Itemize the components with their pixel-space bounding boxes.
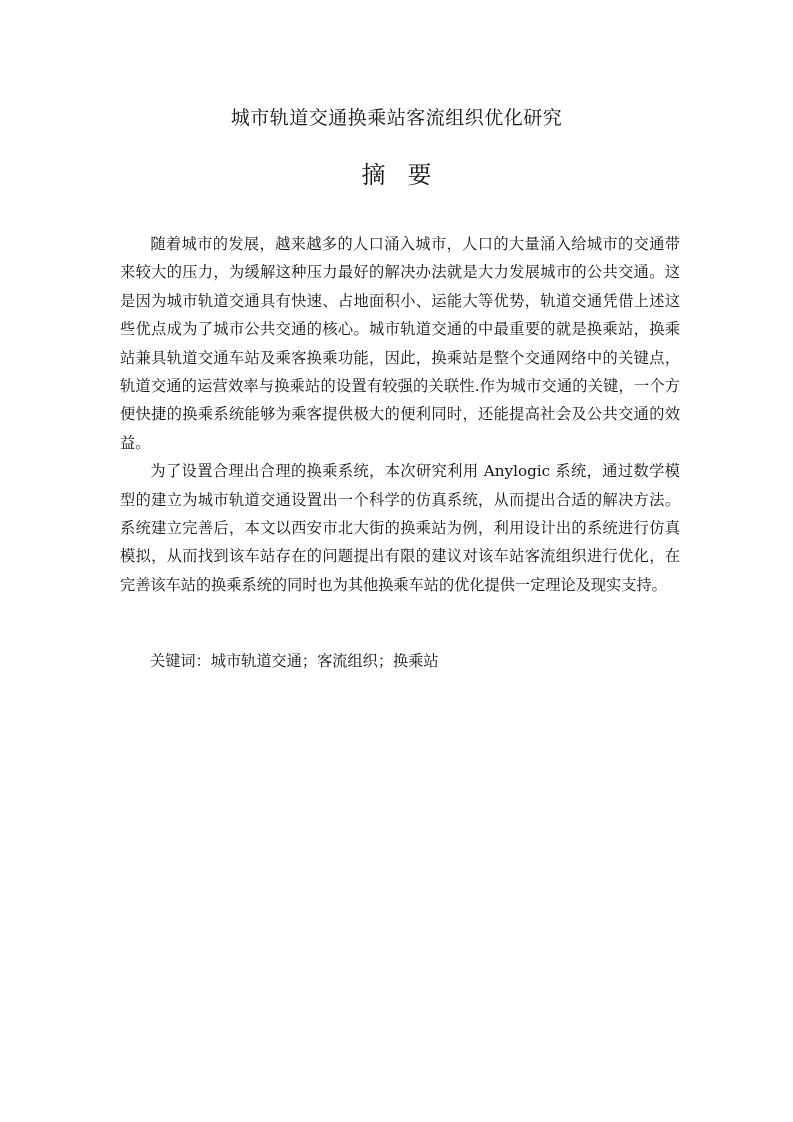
document-title: 城市轨道交通换乘站客流组织优化研究 (230, 107, 563, 129)
keywords-line: 关键词：城市轨道交通；客流组织；换乘站 (150, 652, 439, 670)
abstract-paragraph-1: 随着城市的发展，越来越多的人口涌入城市，人口的大量涌入给城市的交通带来较大的压力，为缓解这种压力最好的解决办法就是大力发展城市的公共交通。这是因为城市轨道交通具有快速、占地面积小、运能大等优势，轨道交通凭借上述这些优点成为了城市公共交通的核心。城市轨道交通的中最重要的就是换乘站，换乘站兼具轨道交通车站及乘客换乘功能，因此，换乘站是整个交通网络中的关键点，轨道交通的运营效率与换乘站的设置有较强的关联性.作为城市交通的关键，一个方便快捷的换乘系统能够为乘客提供极大的便利同时，还能提高社会及公共交通的效益。 (120, 235, 680, 452)
abstract-heading: 摘要 (361, 161, 454, 189)
abstract-body (120, 230, 680, 599)
abstract-paragraph-2: 为了设置合理出合理的换乘系统，本次研究利用 Anylogic 系统，通过数学模型的建立为城市轨道交通设置出一个科学的仿真系统，从而提出合适的解决方法。系统建立完善后，本文以西安市北大街的换乘站为例，利用设计出的系统进行仿真模拟，从而找到该车站存在的问题提出有限的建议对该车站客流组织进行优化，在完善该车站的换乘系统的同时也为其他换乘车站的优化提供一定理论及现实支持。 (120, 462, 680, 594)
